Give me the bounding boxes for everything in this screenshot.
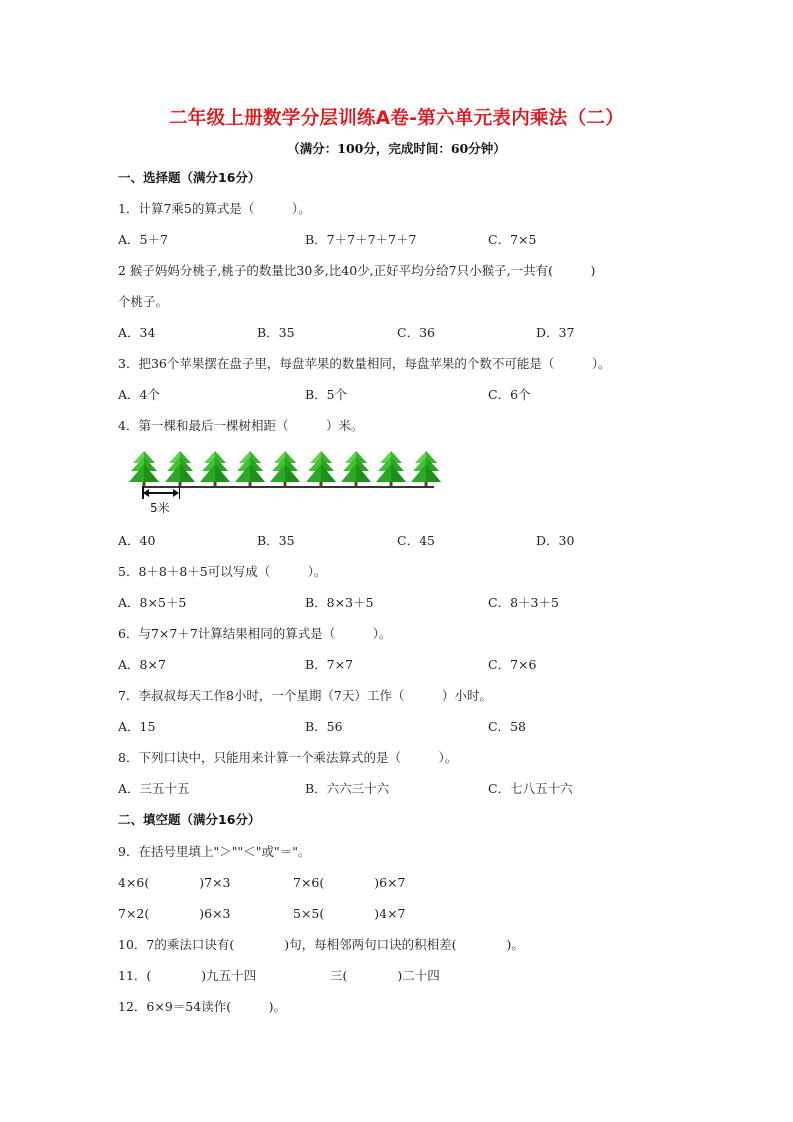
tree-icon [410,449,442,487]
tree-icon [128,449,160,487]
question-2: 2 猴子妈妈分桃子,桃子的数量比30多,比40少,正好平均分给7只小猴子,一共有( ) [118,263,596,278]
question-3: 3．把36个苹果摆在盘子里，每盘苹果的数量相同，每盘苹果的个数不可能是（ ）。 [118,356,611,371]
q1-option-a: A．5＋7 [118,232,168,247]
q5-option-b: B．8×3＋5 [305,595,374,610]
q6-option-a: A．8×7 [118,657,166,672]
tree-row-figure [128,449,448,513]
question-7: 7．李叔叔每天工作8小时，一个星期（7天）工作（ ）小时。 [118,688,492,703]
question-9: 9．在括号里填上"＞""＜"或"＝"。 [118,844,311,859]
q4-option-d: D．30 [536,533,575,548]
question-4: 4．第一棵和最后一棵树相距（ ）米。 [118,418,364,433]
q4-option-c: C．45 [397,533,435,548]
question-10: 10．7的乘法口诀有( )句，每相邻两句口诀的积相差( )。 [118,937,524,952]
question-12: 12．6×9＝54读作( )。 [118,999,286,1014]
tree-icon [164,449,196,487]
q6-option-c: C．7×6 [488,657,537,672]
section-heading-fill-blank: 二、填空题（满分16分） [118,812,261,827]
q2-option-d: D．37 [536,325,575,340]
q9-blank-2: 7×6( )6×7 [293,875,406,890]
question-8: 8．下列口诀中，只能用来计算一个乘法算式的是（ ）。 [118,750,458,765]
q2-option-b: B．35 [257,325,295,340]
q9-blank-4: 5×5( )4×7 [293,906,406,921]
q3-option-c: C．6个 [488,387,531,402]
q3-option-a: A．4个 [118,387,160,402]
q7-option-c: C．58 [488,719,526,734]
q6-option-b: B．7×7 [305,657,354,672]
q5-option-c: C．8＋3＋5 [488,595,559,610]
question-11: 11．( )九五十四 [118,968,257,983]
q9-blank-3: 7×2( )6×3 [118,906,231,921]
tree-icon [375,449,407,487]
q3-option-b: B．5个 [305,387,348,402]
q1-option-b: B．7＋7＋7＋7＋7 [305,232,417,247]
question-6: 6．与7×7＋7计算结果相同的算式是（ ）。 [118,626,392,641]
question-5: 5．8＋8＋8＋5可以写成（ ）。 [118,564,327,579]
q2-option-c: C．36 [397,325,435,340]
q1-option-c: C．7×5 [488,232,537,247]
tree-icon [305,449,337,487]
section-heading-choice: 一、选择题（满分16分） [118,170,261,185]
q4-option-b: B．35 [257,533,295,548]
q8-option-a: A．三五十五 [118,781,190,796]
question-1: 1．计算7乘5的算式是（ ）。 [118,201,311,216]
page-title: 二年级上册数学分层训练A卷-第六单元表内乘法（二） [169,108,624,129]
tree-icon [199,449,231,487]
tree-icon [269,449,301,487]
q9-blank-1: 4×6( )7×3 [118,875,231,890]
q4-option-a: A．40 [118,533,156,548]
q7-option-b: B．56 [305,719,343,734]
question-2-continued: 个桃子。 [118,294,169,309]
tree-icon [234,449,266,487]
spacing-label: 5米 [150,501,170,515]
spacing-dimension-arrow [142,486,180,500]
tree-icon [340,449,372,487]
q7-option-a: A．15 [118,719,156,734]
q5-option-a: A．8×5＋5 [118,595,187,610]
q8-option-c: C．七八五十六 [488,781,573,796]
exam-info: （满分：100分，完成时间：60分钟） [287,141,506,156]
q8-option-b: B．六六三十六 [305,781,390,796]
question-11-part-b: 三( )二十四 [330,968,440,983]
q2-option-a: A．34 [118,325,156,340]
